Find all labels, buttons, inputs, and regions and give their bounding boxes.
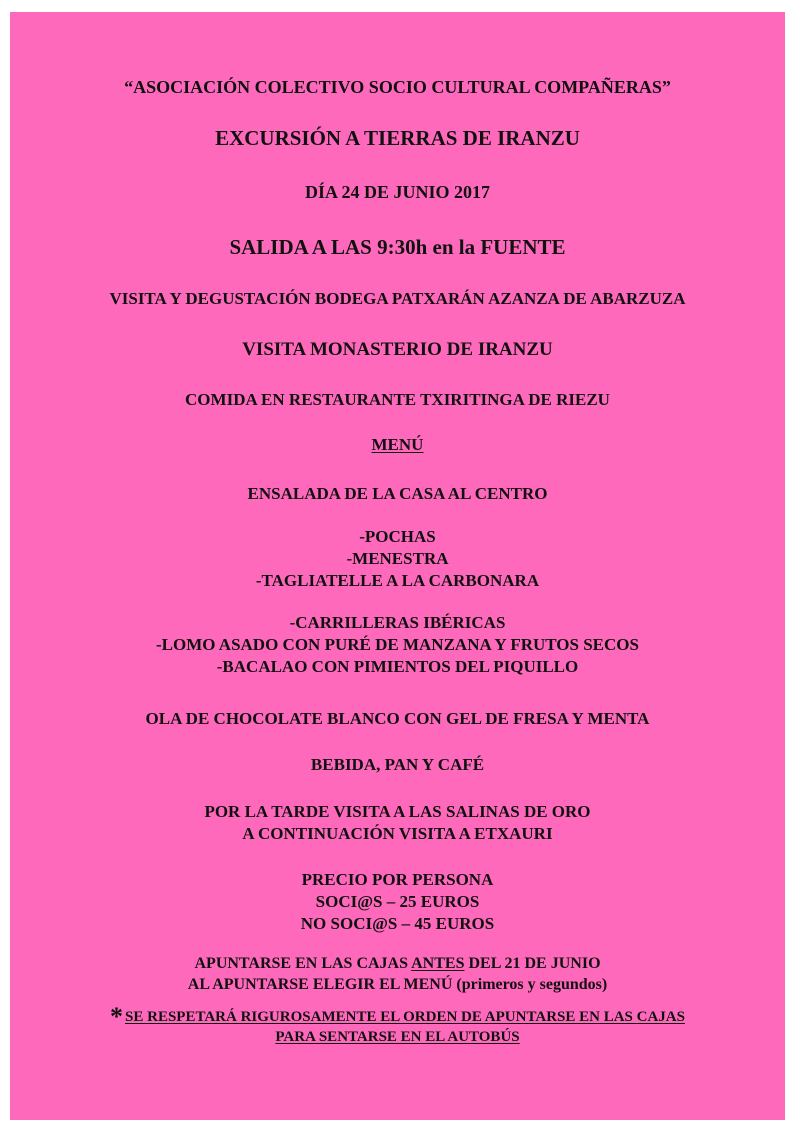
second-course-item: -BACALAO CON PIMIENTOS DEL PIQUILLO xyxy=(216,657,579,676)
lunch-info: COMIDA EN RESTAURANTE TXIRITINGA DE RIEZU xyxy=(185,390,610,409)
first-course-item: -POCHAS xyxy=(359,527,436,546)
menu-starter: ENSALADA DE LA CASA AL CENTRO xyxy=(247,484,548,503)
menu-dessert: OLA DE CHOCOLATE BLANCO CON GEL DE FRESA Y MENTA xyxy=(145,709,650,728)
seating-notice-line: PARA SENTARSE EN EL AUTOBÚS xyxy=(275,1029,520,1045)
signup-emphasis: ANTES xyxy=(411,955,465,972)
excursion-title: EXCURSIÓN A TIERRAS DE IRANZU xyxy=(215,126,580,150)
signup-text: APUNTARSE EN LAS CAJAS xyxy=(194,955,412,972)
signup-text: DEL 21 DE JUNIO xyxy=(464,955,601,972)
signup-deadline xyxy=(10,956,785,972)
asterisk-icon: * xyxy=(110,1002,124,1031)
association-name: “ASOCIACIÓN COLECTIVO SOCIO CULTURAL COMPAÑERAS” xyxy=(124,77,671,97)
second-course-item: -LOMO ASADO CON PURÉ DE MANZANA Y FRUTOS SECOS xyxy=(156,635,639,654)
second-course-item: -CARRILLERAS IBÉRICAS xyxy=(289,613,506,632)
seating-notice xyxy=(10,1004,785,1030)
price-non-members: NO SOCI@S – 45 EUROS xyxy=(300,914,495,933)
seating-notice-line: SE RESPETARÁ RIGUROSAMENTE EL ORDEN DE APUNTARSE EN LAS CAJAS xyxy=(125,1009,685,1025)
menu-heading: MENÚ xyxy=(371,435,424,454)
price-heading: PRECIO POR PERSONA xyxy=(301,870,494,889)
monastery-visit: VISITA MONASTERIO DE IRANZU xyxy=(242,339,553,360)
flyer-sheet xyxy=(10,12,785,1120)
first-course-item: -TAGLIATELLE A LA CARBONARA xyxy=(255,571,540,590)
winery-visit: VISITA Y DEGUSTACIÓN BODEGA PATXARÁN AZANZA DE ABARZUZA xyxy=(109,289,686,308)
departure-info: SALIDA A LAS 9:30h en la FUENTE xyxy=(229,235,566,259)
excursion-date: DÍA 24 DE JUNIO 2017 xyxy=(304,182,491,202)
menu-drinks: BEBIDA, PAN Y CAFÉ xyxy=(310,755,485,774)
price-members: SOCI@S – 25 EUROS xyxy=(315,892,480,911)
signup-menu-choice: AL APUNTARSE ELEGIR EL MENÚ (primeros y segundos) xyxy=(187,976,608,993)
afternoon-visit: A CONTINUACIÓN VISITA A ETXAURI xyxy=(242,824,553,843)
first-course-item: -MENESTRA xyxy=(346,549,449,568)
afternoon-visit: POR LA TARDE VISITA A LAS SALINAS DE ORO xyxy=(204,802,591,821)
